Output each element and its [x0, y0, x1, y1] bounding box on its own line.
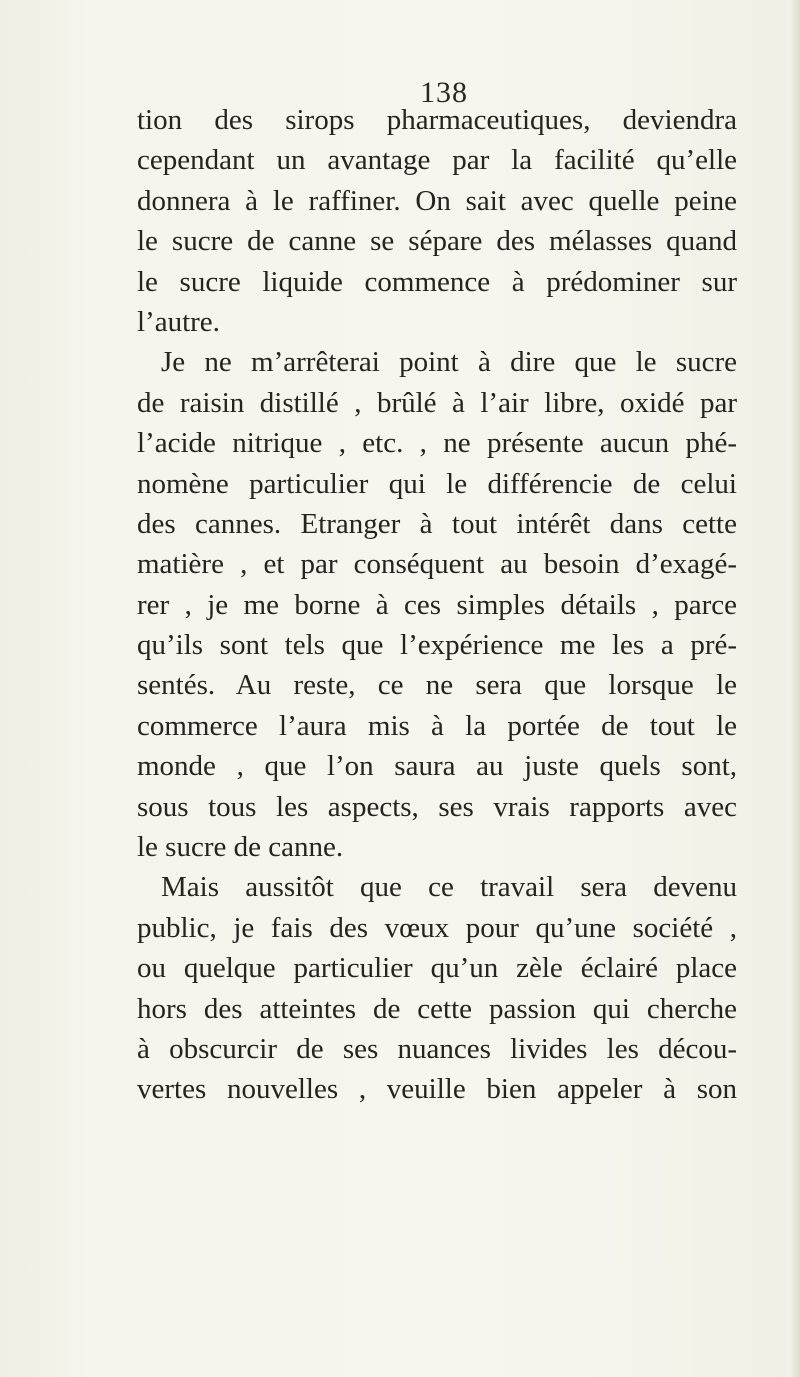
- page-number: 138: [420, 76, 468, 109]
- text-line: nomène particulier qui le différencie de celui: [137, 467, 737, 500]
- text-line: sentés. Au reste, ce ne sera que lorsque le: [137, 669, 737, 702]
- text-line: l’acide nitrique , etc. , ne présente aucun phé-: [137, 427, 737, 460]
- text-line: le sucre liquide commence à prédominer sur: [137, 265, 737, 298]
- text-line: cependant un avantage par la facilité qu’elle: [137, 144, 737, 177]
- text-line: ou quelque particulier qu’un zèle éclairé place: [137, 952, 737, 985]
- text-line: l’autre.: [137, 305, 220, 338]
- text-line: monde , que l’on saura au juste quels sont,: [137, 750, 737, 783]
- text-line: matière , et par conséquent au besoin d’exagé-: [137, 548, 737, 581]
- text-line: donnera à le raffiner. On sait avec quelle peine: [137, 184, 737, 217]
- body-text: [137, 100, 737, 1110]
- text-line: vertes nouvelles , veuille bien appeler à son: [137, 1073, 737, 1106]
- text-line: à obscurcir de ses nuances livides les décou-: [137, 1032, 737, 1065]
- text-line: tion des sirops pharmaceutiques, deviendra: [137, 104, 737, 136]
- page-edge-shadow: [790, 0, 800, 1377]
- text-line: le sucre de canne se sépare des mélasses quand: [137, 225, 737, 258]
- text-line: hors des atteintes de cette passion qui cherche: [137, 992, 737, 1025]
- text-line: Mais aussitôt que ce travail sera devenu: [161, 871, 737, 904]
- text-line: commerce l’aura mis à la portée de tout le: [137, 709, 737, 742]
- text-line: rer , je me borne à ces simples détails , parce: [137, 588, 737, 621]
- text-line: Je ne m’arrêterai point à dire que le sucre: [161, 346, 737, 379]
- text-line: de raisin distillé , brûlé à l’air libre, oxidé par: [137, 386, 737, 419]
- text-line: public, je fais des vœux pour qu’une société ,: [137, 911, 737, 944]
- text-line: sous tous les aspects, ses vrais rapports avec: [137, 790, 737, 823]
- text-line: des cannes. Etranger à tout intérêt dans cette: [137, 507, 737, 540]
- text-line: qu’ils sont tels que l’expérience me les a pré-: [137, 629, 737, 662]
- text-line: le sucre de canne.: [137, 831, 344, 864]
